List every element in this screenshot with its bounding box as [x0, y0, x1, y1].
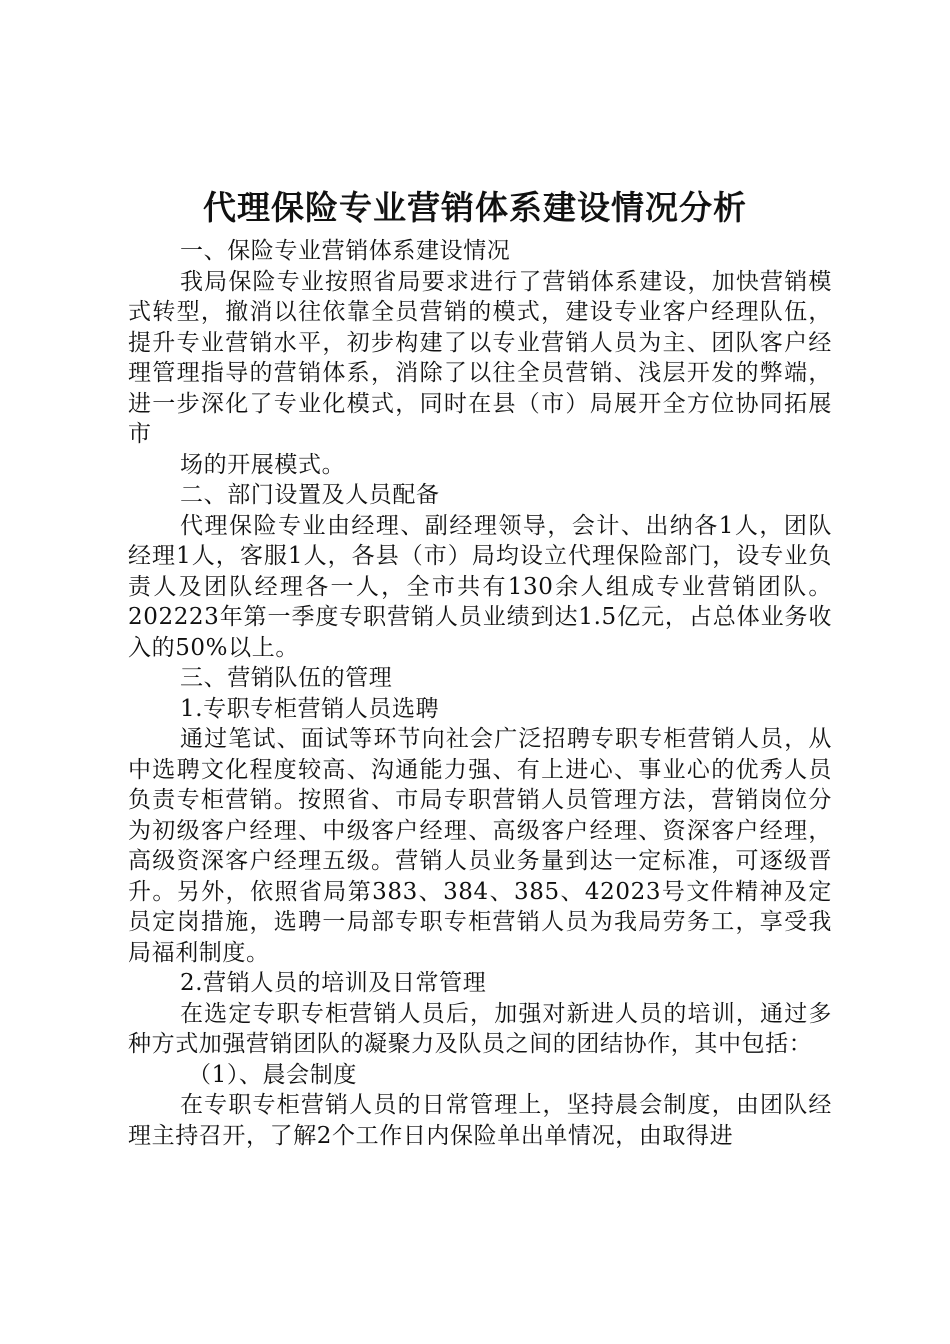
section-heading-2: 二、部门设置及人员配备: [180, 482, 440, 508]
paragraph-2: 场的开展模式。: [180, 451, 346, 478]
list-heading-1: （1）、晨会制度: [188, 1061, 357, 1088]
paragraph-5: 在选定专职专柜营销人员后，加强对新进人员的培训，通过多种方式加强营销团队的凝聚力及队员之间的团结协作，其中包括：: [128, 1000, 832, 1057]
subsection-heading-1: 1.专职专柜营销人员选聘: [180, 695, 440, 722]
paragraph-6: 在专职专柜营销人员的日常管理上，坚持晨会制度，由团队经理主持召开，了解2个工作日内保险单出单情况，由取得进: [128, 1092, 832, 1149]
paragraph-4: 通过笔试、面试等环节向社会广泛招聘专职专柜营销人员，从中选聘文化程度较高、沟通能力强、有上进心、事业心的优秀人员负责专柜营销。按照省、市局专职营销人员管理方法，营销岗位分为初级客户经理、中级客户经理、高级客户经理、资深客户经理，高级资深客户经理五级。营销人员业务量到达一定标准，可逐级晋升。另外，依照省局第383、384、385、42023号文件精神及定员定岗措施，选聘一局部专职专柜营销人员为我局劳务工，享受我局福利制度。: [128, 726, 832, 966]
paragraph-1: 我局保险专业按照省局要求进行了营销体系建设，加快营销模式转型，撤消以往依靠全员营销的模式，建设专业客户经理队伍，提升专业营销水平，初步构建了以专业营销人员为主、团队客户经理管理指导的营销体系，消除了以往全员营销、浅层开发的弊端，进一步深化了专业化模式，同时在县（市）局展开全方位协同拓展市: [128, 268, 832, 447]
section-heading-1: 一、保险专业营销体系建设情况: [180, 238, 511, 264]
subsection-heading-2: 2.营销人员的培训及日常管理: [180, 970, 487, 996]
paragraph-3: 代理保险专业由经理、副经理领导，会计、出纳各1人，团队经理1人，客服1人，各县（市）局均设立代理保险部门，设专业负责人及团队经理各一人，全市共有130余人组成专业营销团队。202223年第一季度专职营销人员业绩到达1.5亿元，占总体业务收入的50%以上。: [128, 512, 832, 661]
document-title: 代理保险专业营销体系建设情况分析: [203, 188, 747, 227]
document-body: [128, 236, 832, 1151]
section-heading-3: 三、营销队伍的管理: [180, 665, 393, 691]
